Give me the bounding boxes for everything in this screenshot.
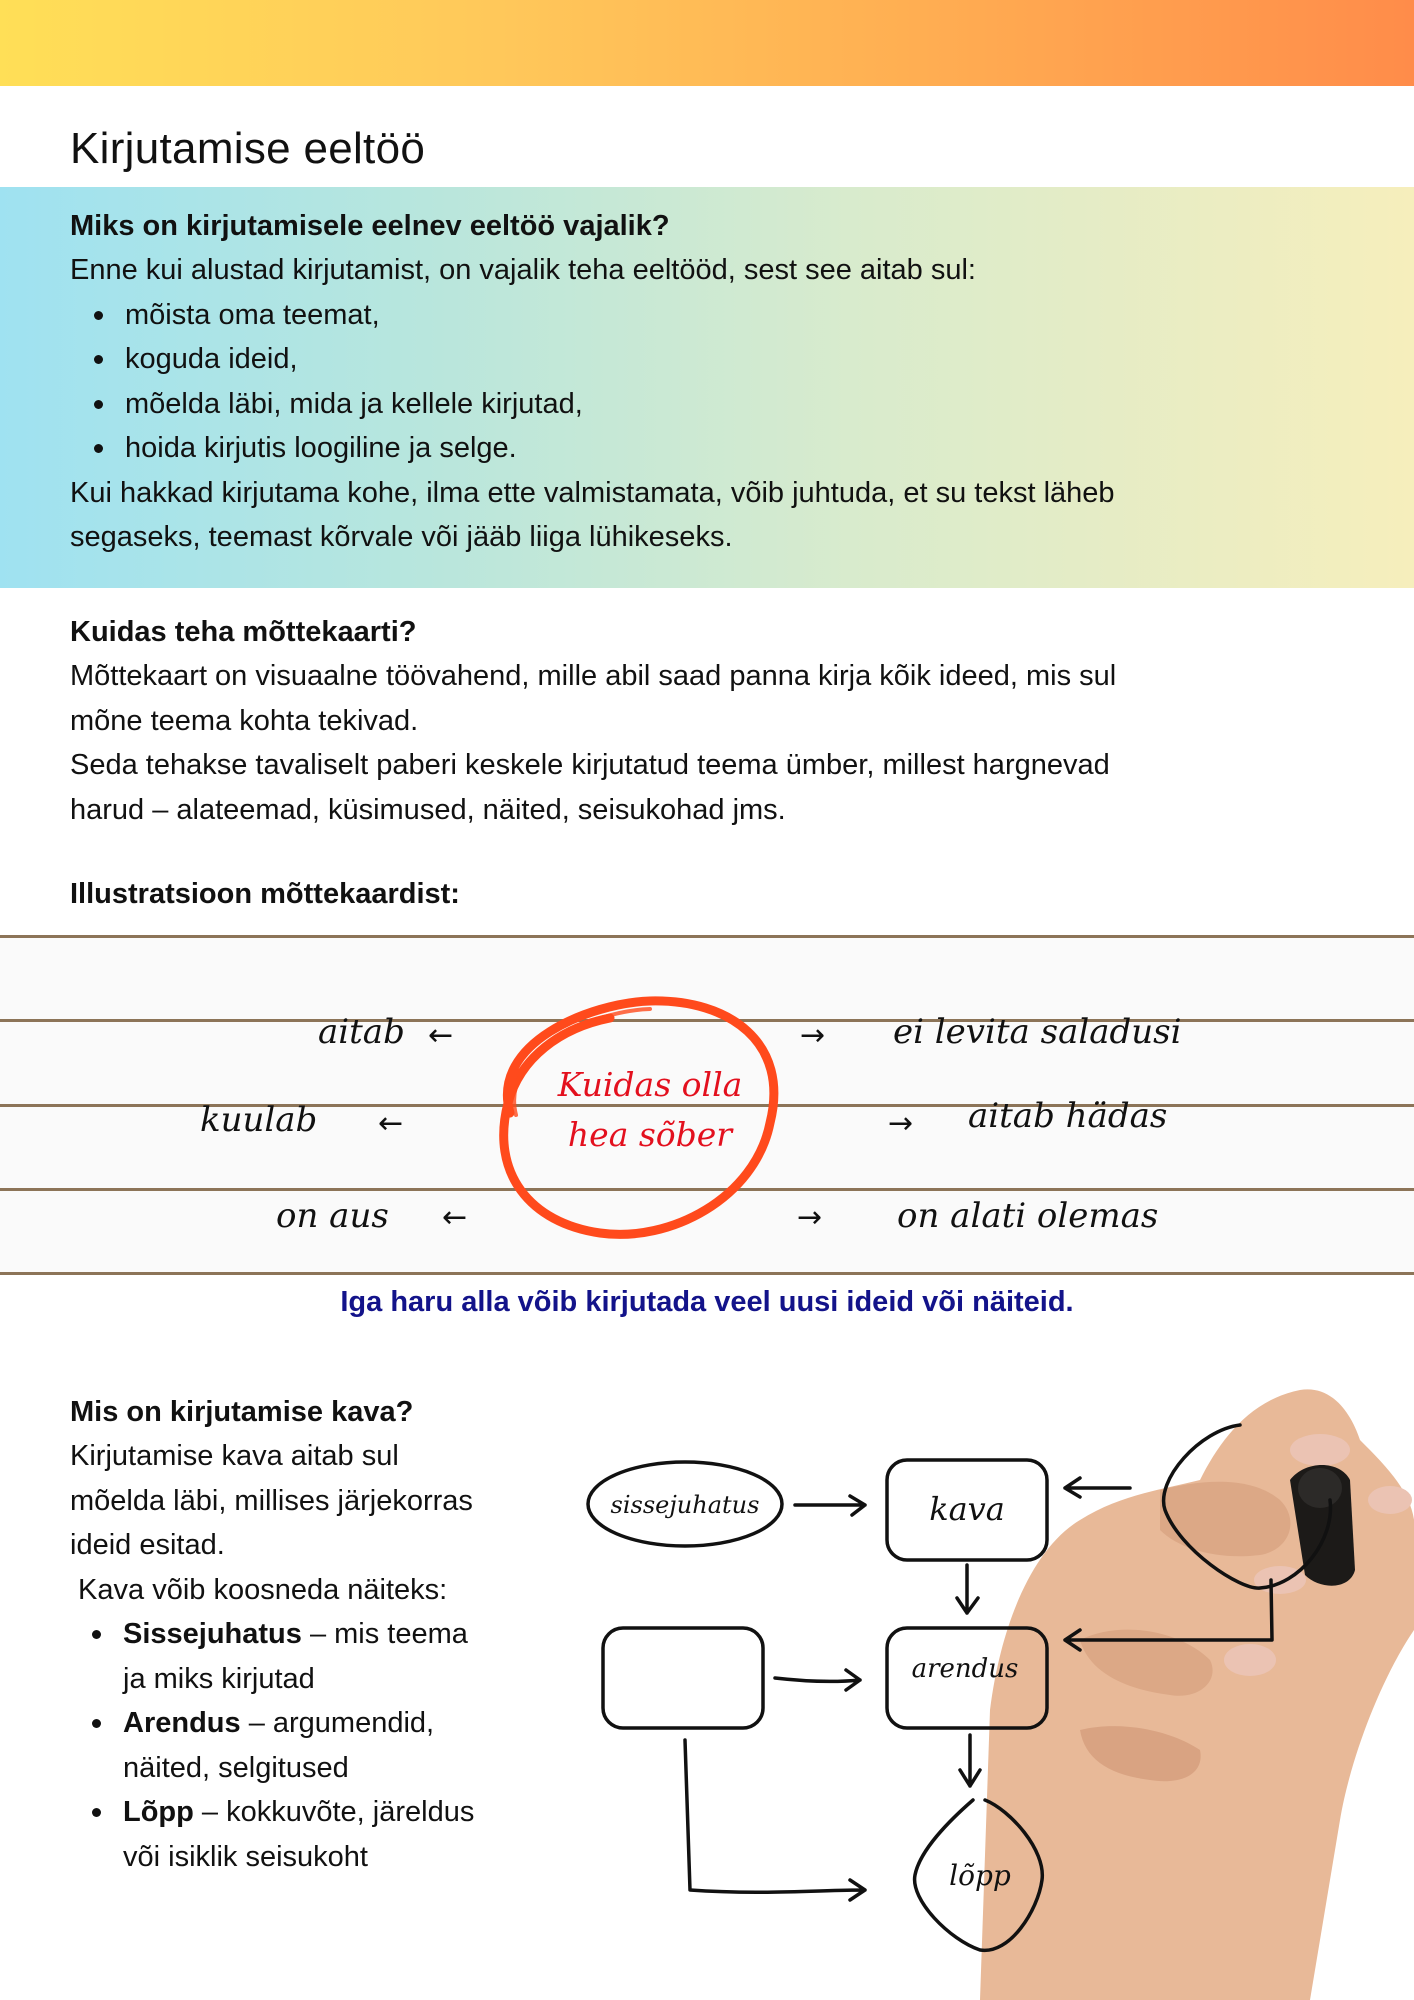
branch-left-helps: aitab <box>318 1012 405 1052</box>
ruled-line <box>0 1272 1414 1275</box>
arrow-left-icon: ← <box>378 1106 404 1141</box>
branch-right-always-there: on alati olemas <box>897 1196 1159 1236</box>
branch-right-helps-in-need: aitab hädas <box>968 1096 1168 1136</box>
flowchart-illustration <box>560 1380 1414 2000</box>
intro-bullet: mõelda läbi, mida ja kellele kirjutad, <box>90 382 1344 427</box>
mindmap-paragraph-line: mõne teema kohta tekivad. <box>70 704 419 737</box>
arrow-right-icon: → <box>797 1200 823 1235</box>
flow-node-intro: sissejuhatus <box>610 1491 760 1519</box>
center-topic-line: hea sõber <box>567 1115 733 1154</box>
branch-left-listens: kuulab <box>200 1100 318 1140</box>
plan-item-term: Lõpp <box>123 1796 194 1828</box>
plan-item-desc: – kokkuvõte, järeldus <box>193 1796 475 1828</box>
plan-item-term: Sissejuhatus <box>123 1618 302 1650</box>
arrow-right-icon: → <box>888 1106 914 1141</box>
mindmap-paragraph-line: Mõttekaart on visuaalne töövahend, mille abil saad panna kirja kõik ideed, mis sul <box>70 660 1117 692</box>
plan-lead: Kava võib koosneda näiteks: <box>70 1573 448 1606</box>
flow-node-plan: kava <box>929 1490 1005 1528</box>
flow-node-end: lõpp <box>949 1859 1011 1892</box>
arrow-left-icon: ← <box>442 1200 468 1235</box>
mindmap-center-topic <box>530 1060 770 1160</box>
mindmap-explanation <box>70 610 1360 832</box>
intro-section <box>0 187 1414 588</box>
intro-bullet-list <box>70 293 1344 471</box>
plan-paragraph-line: ideid esitad. <box>70 1529 225 1561</box>
hand-icon <box>980 1389 1414 2000</box>
intro-closing-line: segaseks, teemast kõrvale või jääb liiga lühikeseks. <box>70 521 733 553</box>
mindmap-heading: Kuidas teha mõttekaarti? <box>70 616 417 648</box>
flowchart-hand-icon <box>560 1380 1414 2000</box>
intro-bullet: hoida kirjutis loogiline ja selge. <box>90 426 1344 471</box>
center-topic-line: Kuidas olla <box>557 1065 743 1104</box>
top-gradient-banner <box>0 0 1414 86</box>
illustration-title: Illustratsioon mõttekaardist: <box>70 878 460 910</box>
branch-left-honest: on aus <box>276 1196 389 1236</box>
plan-item-term: Arendus <box>123 1707 241 1739</box>
plan-item-desc: ja miks kirjutad <box>123 1662 315 1695</box>
plan-paragraph-line: Kirjutamise kava aitab sul <box>70 1440 399 1472</box>
plan-paragraph-line: mõelda läbi, millises järjekorras <box>70 1484 473 1517</box>
plan-item-intro <box>88 1612 550 1701</box>
mindmap-paragraph-line: Seda tehakse tavaliselt paberi keskele kirjutatud teema ümber, millest hargnevad <box>70 749 1110 781</box>
plan-heading: Mis on kirjutamise kava? <box>70 1396 414 1428</box>
branch-right-keeps-secrets: ei levita saladusi <box>893 1012 1182 1052</box>
mindmap-caption: Iga haru alla võib kirjutada veel uusi ideid või näiteid. <box>340 1286 1074 1318</box>
arrow-left-icon: ← <box>428 1018 454 1053</box>
arrow-right-icon: → <box>800 1018 826 1053</box>
plan-item-desc: näited, selgitused <box>123 1751 349 1784</box>
ruled-line <box>0 935 1414 938</box>
intro-heading: Miks on kirjutamisele eelnev eeltöö vajalik? <box>70 210 670 242</box>
mindmap-paragraph-line: harud – alateemad, küsimused, näited, seisukohad jms. <box>70 793 786 826</box>
writing-plan-section <box>70 1390 550 1879</box>
plan-item-desc: – mis teema <box>301 1618 468 1650</box>
plan-item-desc: või isiklik seisukoht <box>123 1840 368 1873</box>
plan-item-end <box>88 1790 550 1879</box>
intro-bullet: koguda ideid, <box>90 337 1344 382</box>
plan-bullet-list <box>70 1612 550 1879</box>
plan-item-desc: – argumendid, <box>240 1707 435 1739</box>
flow-node-body: arendus <box>911 1654 1019 1684</box>
intro-lead: Enne kui alustad kirjutamist, on vajalik teha eeltööd, sest see aitab sul: <box>70 254 976 286</box>
page-title: Kirjutamise eeltöö <box>70 124 426 173</box>
intro-bullet: mõista oma teemat, <box>90 293 1344 338</box>
intro-closing-line: Kui hakkad kirjutama kohe, ilma ette valmistamata, võib juhtuda, et su tekst läheb <box>70 476 1115 509</box>
plan-item-body <box>88 1701 550 1790</box>
